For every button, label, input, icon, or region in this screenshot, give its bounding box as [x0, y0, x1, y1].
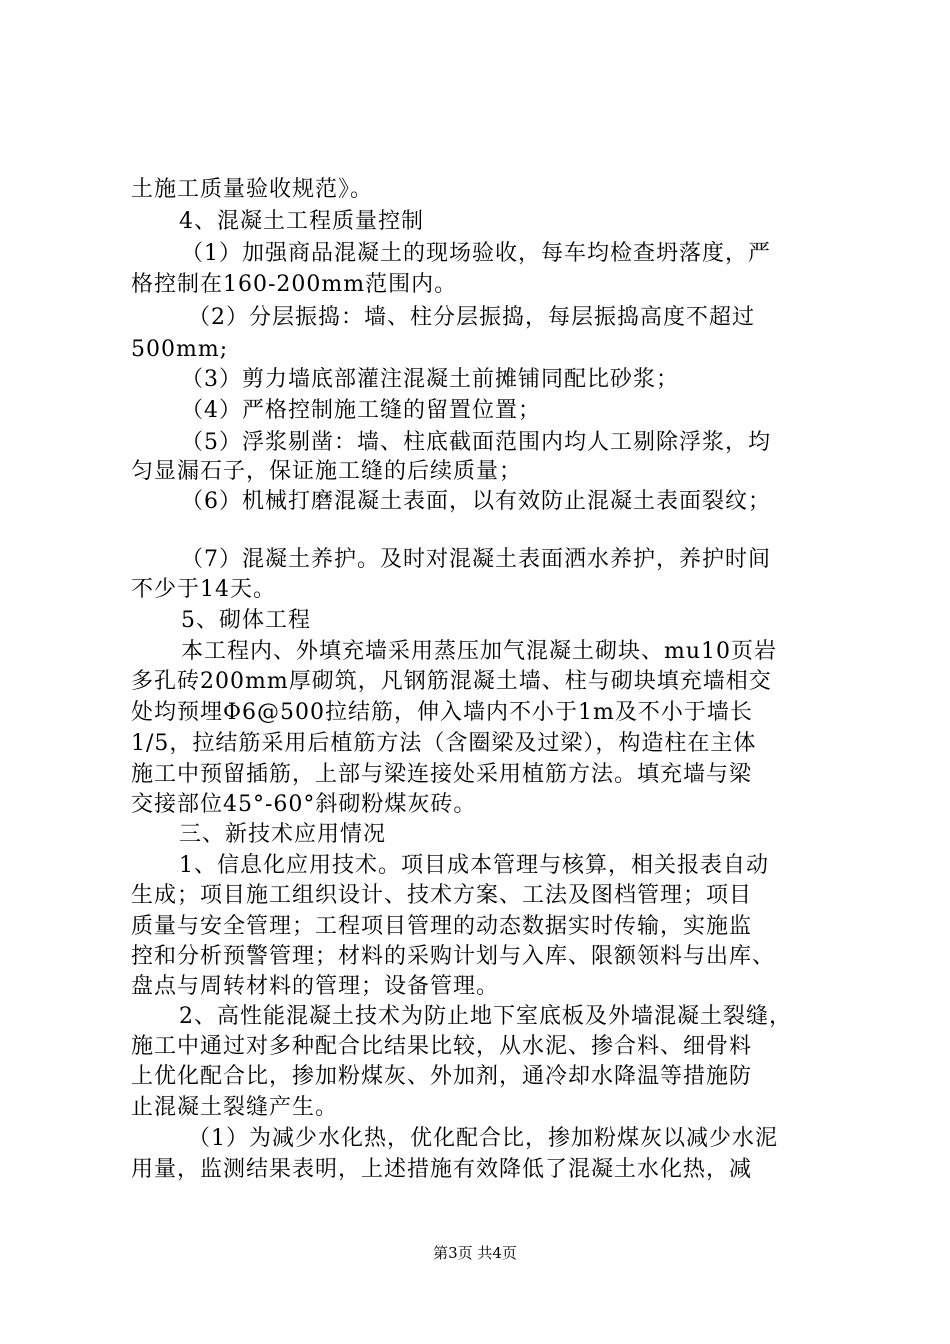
text-line: 1、信息化应用技术。项目成本管理与核算，相关报表自动 [179, 853, 769, 878]
text-line: 生成；项目施工组织设计、技术方案、工法及图档管理；项目 [131, 883, 753, 908]
text-line: 质量与安全管理；工程项目管理的动态数据实时传输，实施监 [131, 914, 753, 939]
text-line: （6）机械打磨混凝土表面，以有效防止混凝土表面裂纹； [181, 489, 771, 514]
text-line: 1/5，拉结筋采用后植筋方法（含圈梁及过梁），构造柱在主体 [131, 731, 757, 756]
text-line: 施工中通过对多种配合比结果比较，从水泥、掺合料、细骨料 [131, 1034, 753, 1059]
page-number-label: 第3页 共4页 [433, 1244, 517, 1262]
page-footer [0, 1243, 950, 1263]
text-line: 用量，监测结果表明，上述措施有效降低了混凝土水化热，减 [131, 1157, 753, 1182]
text-line: 控和分析预警管理；材料的采购计划与入库、限额领料与出库、 [131, 944, 776, 969]
text-line: 交接部位45°-60°斜砌粉煤灰砖。 [131, 792, 477, 817]
text-line: 多孔砖200mm厚砌筑，凡钢筋混凝土墙、柱与砌块填充墙相交 [131, 669, 772, 694]
text-line: （1）为减少水化热，优化配合比，掺加粉煤灰以减少水泥 [188, 1126, 778, 1151]
text-line: 格控制在160-200mm范围内。 [131, 272, 458, 297]
text-line: 施工中预留插筋，上部与梁连接处采用植筋方法。填充墙与梁 [131, 762, 753, 787]
text-line: 处均预埋Φ6@500拉结筋，伸入墙内不小于1m及不小于墙长 [131, 700, 753, 725]
text-line: （4）严格控制施工缝的留置位置； [181, 398, 541, 423]
text-line: （2）分层振捣：墙、柱分层振捣，每层振捣高度不超过 [188, 305, 755, 330]
text-line: （1）加强商品混凝土的现场验收，每车均检查坍落度，严 [181, 241, 771, 266]
text-line: 不少于14天。 [131, 577, 276, 602]
text-line: （3）剪力墙底部灌注混凝土前摊铺同配比砂浆； [181, 367, 679, 392]
text-line: 止混凝土裂缝产生。 [131, 1095, 339, 1120]
text-line: 上优化配合比，掺加粉煤灰、外加剂，通冷却水降温等措施防 [131, 1064, 753, 1089]
text-line: 土施工质量验收规范》。 [131, 177, 374, 202]
section-heading: 5、砌体工程 [181, 608, 311, 633]
text-line: 盘点与周转材料的管理；设备管理。 [131, 974, 500, 999]
text-line: （7）混凝土养护。及时对混凝土表面洒水养护，养护时间 [181, 547, 771, 572]
text-line: （5）浮浆剔凿：墙、柱底截面范围内均人工剔除浮浆，均 [181, 430, 771, 455]
text-line: 2、高性能混凝土技术为防止地下室底板及外墙混凝土裂缝， [179, 1004, 792, 1029]
text-line: 500mm; [131, 337, 229, 362]
section-heading: 三、新技术应用情况 [179, 822, 387, 847]
text-line: 匀显漏石子，保证施工缝的后续质量； [131, 459, 523, 484]
section-heading: 4、混凝土工程质量控制 [179, 209, 424, 234]
text-line: 本工程内、外填充墙采用蒸压加气混凝土砌块、mu10页岩 [181, 639, 778, 664]
